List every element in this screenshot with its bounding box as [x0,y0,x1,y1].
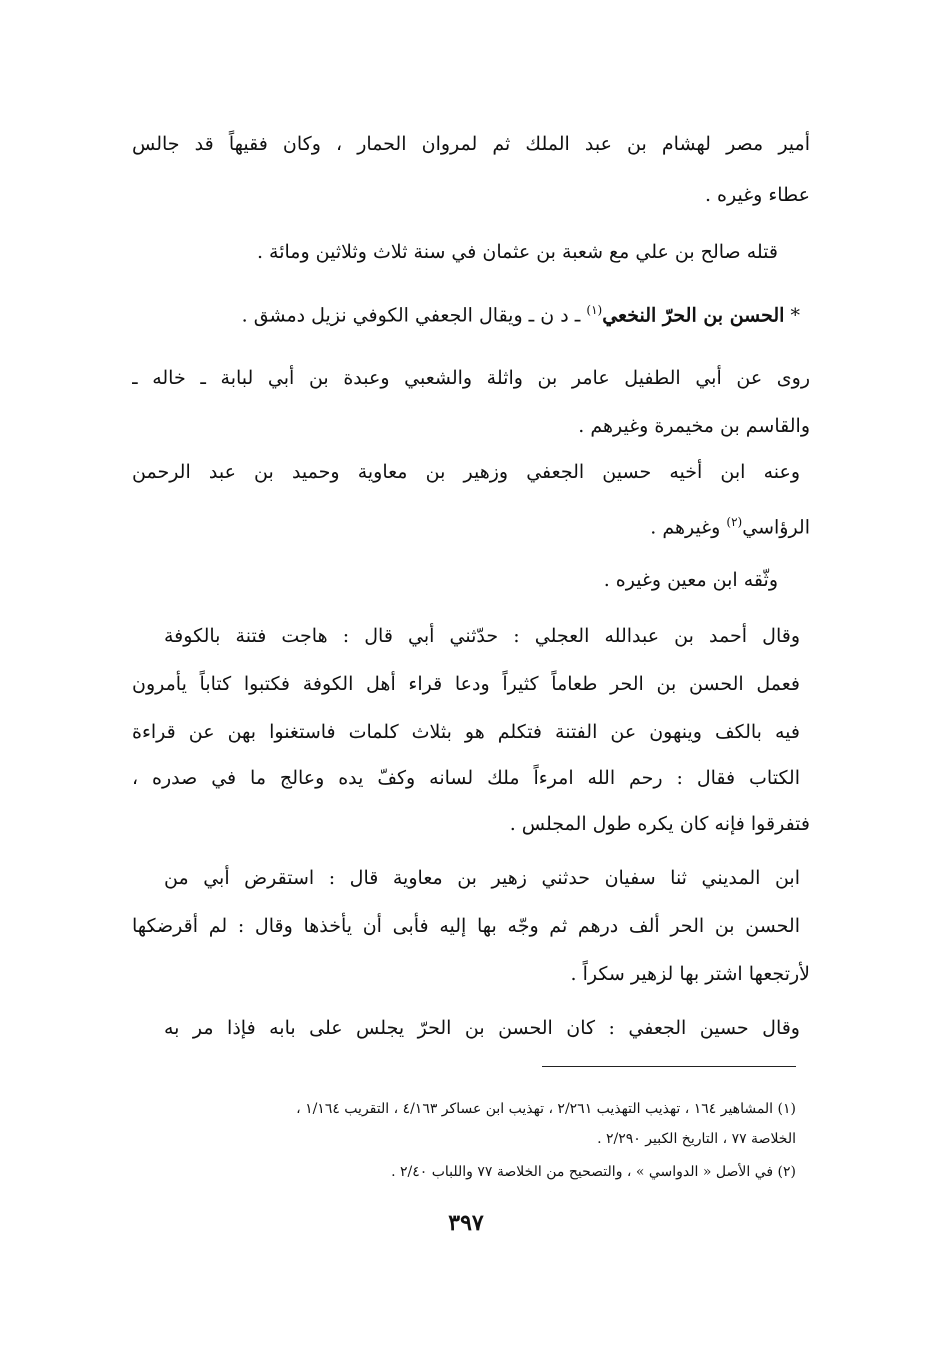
entry-star: * [790,304,800,327]
body-line: قتله صالح بن علي مع شعبة بن عثمان في سنة ثلاث وثلاثين ومائة . [256,241,778,263]
body-line [132,508,810,541]
body-line: ابن المديني ثنا سفيان حدثني زهير بن معاوية قال : استقرض أبي من [164,867,800,889]
body-line: الحسن بن الحر ألف درهم ثم وجّه بها إليه فأبى أن يأخذها وقال : لم أقرضكها [132,915,800,937]
body-line: وقال أحمد بن عبدالله العجلي : حدّثني أبي قال : هاجت فتنة بالكوفة [164,625,800,647]
body-line: أمير مصر لهشام بن عبد الملك ثم لمروان الحمار ، وكان فقيهاً قد جالس [132,133,810,155]
body-line: فتفرقوا فإنه كان يكره طول المجلس . [509,813,810,835]
body-line: فيه بالكف وينهون عن الفتنة فتكلم هو بثلاث كلمات فاستغنوا بهن عن قراءة [132,721,800,743]
footnote-1-continued: الخلاصة ٧٧ ، التاريخ الكبير ٢/٢٩٠ . [597,1131,796,1147]
body-text: وغيرهم . [650,516,721,539]
body-line: وثّقه ابن معين وغيره . [603,569,778,591]
body-line: الكتاب فقال : رحم الله امرءاً ملك لسانه وكفّ يده وعالج ما في صدره ، [132,767,800,789]
entry-details: ـ د ن ـ ويقال الجعفي الكوفي نزيل دمشق . [241,304,581,327]
body-line: روى عن أبي الطفيل عامر بن واثلة والشعبي وعبدة بن أبي لبابة ـ خاله ـ [132,367,810,389]
entry-name: الحسن بن الحرّ النخعي [602,304,785,327]
footnote-ref-1[interactable]: (١) [586,303,603,317]
footnote-text: المشاهير ١٦٤ ، تهذيب التهذيب ٢/٢٦١ ، تهذيب ابن عساكر ٤/١٦٣ ، التقريب ١/١٦٤ ، [296,1101,774,1117]
body-line: وعنه ابن أخيه حسين الجعفي وزهير بن معاوية وحميد بن عبد الرحمن [132,461,800,483]
footnote-divider [542,1066,796,1067]
footnote-text: في الأصل « الدواسي » ، والتصحيح من الخلاصة ٧٧ واللباب ٢/٤٠ . [391,1164,774,1180]
footnote-1 [132,1098,796,1120]
page-number: ٣٩٧ [448,1210,484,1236]
body-line: عطاء وغيره . [704,184,810,206]
footnote-number: (١) [777,1101,796,1117]
body-line: لأرتجعها اشتر بها لزهير سكراً . [570,963,810,985]
body-text: الرؤاسي [742,516,810,539]
entry-heading [132,296,800,329]
footnote-2 [132,1161,796,1183]
footnote-ref-2[interactable]: (٢) [726,515,743,529]
body-line: وقال حسين الجعفي : كان الحسن بن الحرّ يجلس على بابه فإذا مر به [164,1017,800,1039]
footnote-number: (٢) [777,1164,796,1180]
body-line: فعمل الحسن بن الحر طعاماً كثيراً ودعا قراء أهل الكوفة فكتبوا كتاباً يأمرون [132,673,800,695]
body-line: والقاسم بن مخيمرة وغيرهم . [578,415,810,437]
